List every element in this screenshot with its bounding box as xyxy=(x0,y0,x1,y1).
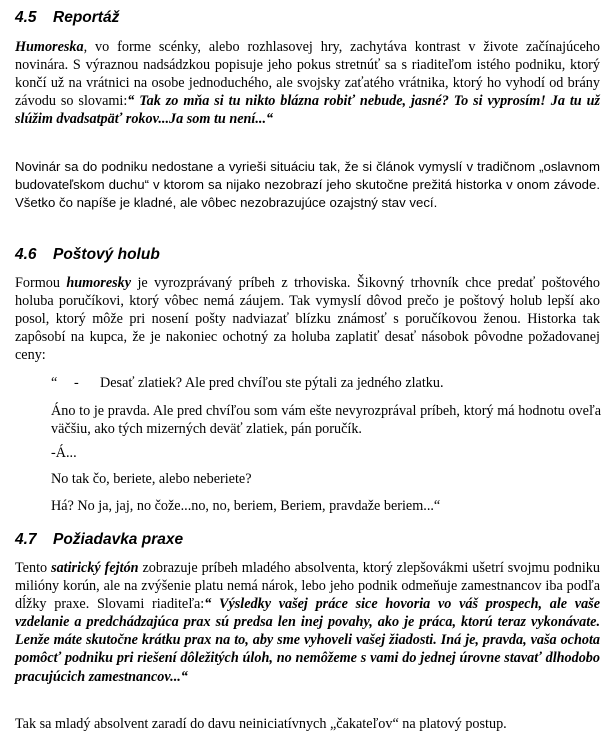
dialog-dash: - xyxy=(74,375,79,391)
dialog-text: Desať zlatiek? Ale pred chvíľou ste pýtali za jedného zlatku. xyxy=(100,375,444,391)
paragraph-zaver: Tak sa mladý absolvent zaradí do davu neiniciatívnych „čakateľov“ na platový postup. xyxy=(15,716,507,732)
section-number: 4.6 xyxy=(15,246,37,263)
section-heading-4-5 xyxy=(15,9,119,27)
term-satiricky-fejton: satirický fejtón xyxy=(51,560,139,576)
section-number: 4.7 xyxy=(15,531,37,548)
dialog-line-1 xyxy=(51,374,601,392)
paragraph-text: , vo forme scénky, alebo rozhlasovej hry, zachytáva kontrast v živote začínajúceho novinára. S výraznou nadsádzkou popisuje jeho pokus stretnúť sa s riaditeľom istého podniku, ktorý končí už na vrátnici na osobe jednoduchého, ale svojsky zaťatého vrátnika, ktorý ho vyhodí od brány závodu so slovami: xyxy=(15,39,600,110)
section-heading-4-6 xyxy=(15,246,160,264)
section-heading-4-7 xyxy=(15,531,183,549)
dialog-line-5: Há? No ja, jaj, no čože...no, no, beriem, Beriem, pravdaže beriem...“ xyxy=(51,498,441,514)
quote-riaditel: “ Výsledky vašej práce sice hovoria vo váš prospech, ale vaše vzdelanie a predchádzajúca prax sú predsa len inej povahy, ako je práca, ktorú teraz vykonávate. Lenže máte skutočne krátku prax na to, aby sme vyhoveli vašej žiadosti. Iná je, pravda, vaša ochota pomôcť podniku pri riešení dôležitých úloh, no nemôžeme s vami do jednej úrovne stavať dlhodobo pracujúcich zamestnancov...“ xyxy=(15,596,600,685)
dialog-line-3: -Á... xyxy=(51,445,77,461)
section-title: Reportáž xyxy=(53,9,120,26)
paragraph-poziadavka-praxe xyxy=(15,559,600,686)
dialog-line-2: Áno to je pravda. Ale pred chvíľou som vám ešte nevyrozprával príbeh, ktorý má hodnotu oveľa väčšiu, ako tých mizerných deväť zlatiek, pán poručík. xyxy=(51,403,601,438)
paragraph-text: je vyrozprávaný príbeh z trhoviska. Šikovný trhovník chce predať poštového holuba poručíkovi, ktorý vôbec nemá záujem. Tak vymyslí dôvod prečo je poštový holub lepší ako posol, ktorý môže pri nosení pošty nadviazať blízku známosť s poručíkovou ženou. Historka tak zapôsobí na kupca, že je nakoniec ochotný za holuba zaplatiť desať násobok pôvodne požadovanej ceny: xyxy=(15,275,600,364)
section-title: Poštový holub xyxy=(53,246,160,263)
quote-vratnik: “ Tak zo mňa si tu nikto blázna robiť nebude, jasné? To si vyprosím! Ja tu už slúžim dvadsatpäť rokov...Ja som tu není...“ xyxy=(15,93,600,128)
paragraph-humoreska xyxy=(15,38,600,128)
dialog-line-4: No tak čo, beriete, alebo neberiete? xyxy=(51,471,252,487)
paragraph-text: Formou xyxy=(15,275,67,291)
paragraph-novinar: Novinár sa do podniku nedostane a vyrieši situáciu tak, že si článok vymyslí v tradičnom „oslavnom budovateľskom duchu“ v ktorom sa nijako nezobrazí jeho skutočne prežitá historka v onom závode. Všetko čo napíše je kladné, ale vôbec nezobrazujúce ozajstný stav vecí. xyxy=(15,159,600,210)
opening-quote: “ xyxy=(51,375,58,391)
term-humoresky: humoresky xyxy=(66,275,132,291)
paragraph-text: Tento xyxy=(15,560,52,576)
paragraph-postovy-holub xyxy=(15,274,600,364)
section-title: Požiadavka praxe xyxy=(53,531,184,548)
paragraph-text: zobrazuje príbeh mladého absolventa, ktorý zlepšovákmi ušetrí svojmu podniku milióny korún, ale na zvýšenie platu nemá nárok, lebo jeho podnik odmeňuje zamestnancov iba podľa dĺžky praxe. Slovami riaditeľa: xyxy=(15,560,600,613)
term-humoreska: Humoreska xyxy=(15,39,84,55)
section-number: 4.5 xyxy=(15,9,37,26)
